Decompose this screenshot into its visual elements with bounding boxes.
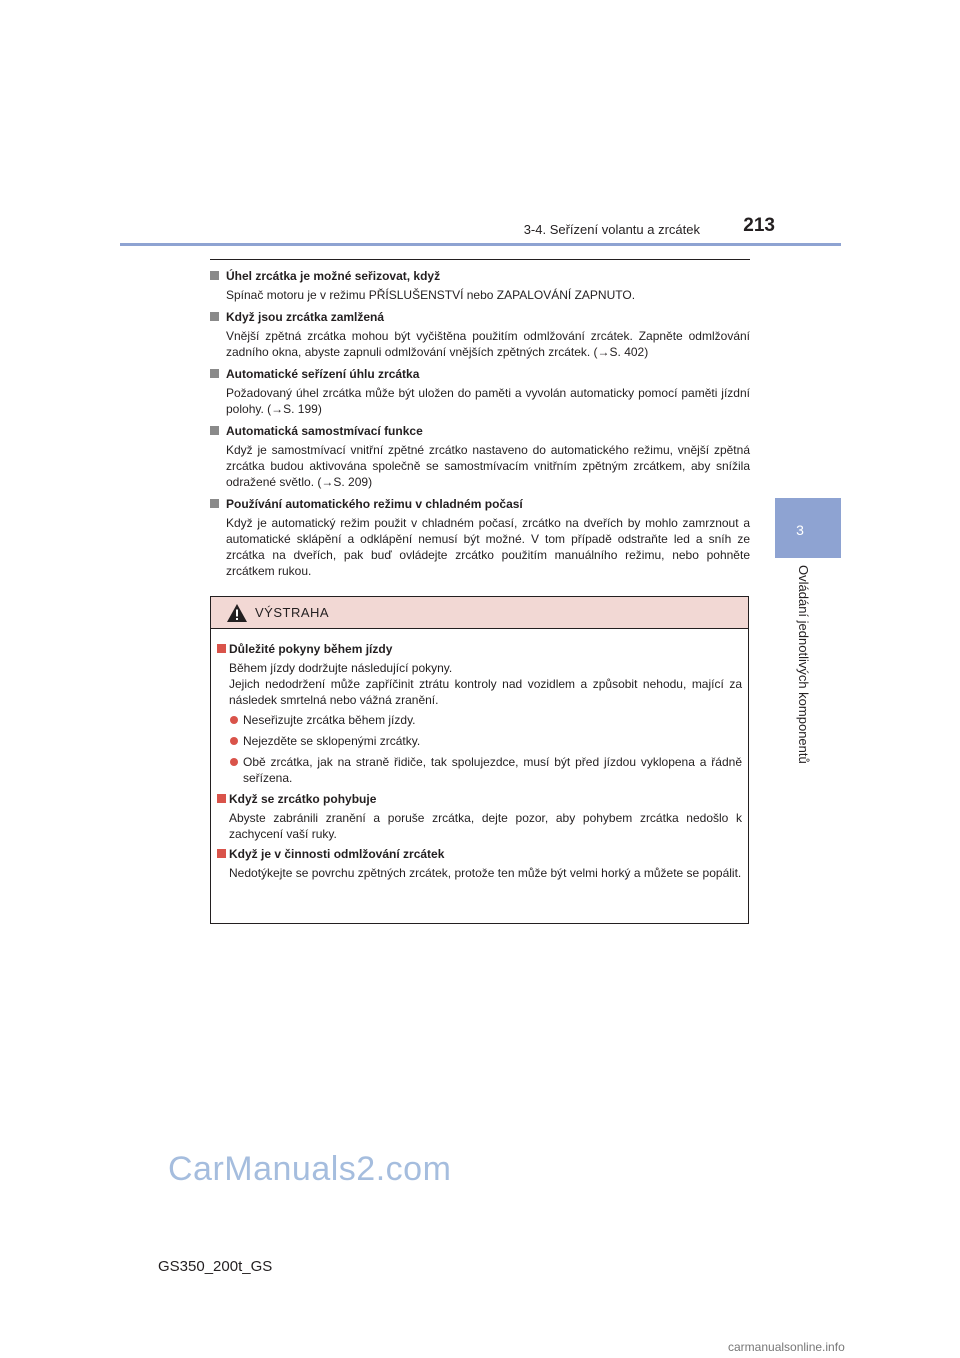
chapter-number: 3 [796,522,804,538]
page-number: 213 [743,215,775,236]
info-item [210,268,750,303]
warning-bullet-text: Nejezděte se sklopenými zrcátky. [243,734,421,748]
round-bullet-icon [230,758,238,766]
warning-section [217,641,742,786]
section-title: 3-4. Seřízení volantu a zrcátek [523,222,700,237]
round-bullet-icon [230,737,238,745]
info-item [210,496,750,579]
info-item [210,309,750,360]
warning-bullets [217,712,742,786]
content-rule [210,259,750,260]
square-bullet-icon [210,312,219,321]
square-bullet-icon [217,849,226,858]
footer-code: GS350_200t_GS [158,1258,273,1275]
square-bullet-icon [217,644,226,653]
watermark-text: carmanualsonline.info [728,1340,845,1354]
info-item [210,423,750,490]
info-item-text: Vnější zpětná zrcátka mohou být vyčištěna použitím odmlžování zrcátek. Zapněte odmlžování zadního okna, abyste zapnuli odmlžování vnějších zpětných zrcátek. (→S. 402) [226,329,750,359]
warning-bullet-text: Obě zrcátka, jak na straně řidiče, tak spolujezdce, musí být před jízdou vyklopena a řádně seřízena. [243,755,742,785]
info-item-title: Automatická samostmívací funkce [226,424,423,438]
info-item-text: Požadovaný úhel zrcátka může být uložen do paměti a vyvolán automaticky pomocí paměti jízdní polohy. (→S. 199) [226,386,750,416]
info-item-title: Automatické seřízení úhlu zrcátka [226,367,420,381]
square-bullet-icon [210,271,219,280]
square-bullet-icon [210,499,219,508]
warning-bullet [217,754,742,786]
chapter-tab [775,498,841,558]
header-rule [120,243,841,246]
warning-text: Nedotýkejte se povrchu zpětných zrcátek, protože ten může být velmi horký a můžete se popálit. [229,866,742,880]
warning-text: Abyste zabránili zranění a poruše zrcátka, dejte pozor, aby pohybem zrcátka nedošlo k zachycení vaší ruky. [229,811,742,841]
square-bullet-icon [217,794,226,803]
warning-text: Během jízdy dodržujte následující pokyny. [229,661,453,675]
warning-box [210,596,749,924]
info-item-text: Když je automatický režim použit v chladném počasí, zrcátko na dveřích by mohlo zamrznout a automatické sklápění a odklápění nemusí být možné. V tom případě odstraňte led a sníh ze zrcátka na dveřích, pak buď ovládejte zrcátko použitím manuálního režimu, nebo pohněte zrcátkem rukou. [226,516,750,578]
warning-section-title: Když je v činnosti odmlžování zrcátek [229,847,445,861]
warning-bullet [217,712,742,728]
info-item-title: Když jsou zrcátka zamlžená [226,310,385,324]
warning-triangle-icon [226,603,248,623]
warning-content [217,641,742,885]
info-item [210,366,750,417]
warning-header [211,597,748,629]
chapter-label: Ovládání jednotlivých komponentů [796,565,811,764]
info-item-title: Používání automatického režimu v chladném počasí [226,497,523,511]
warning-bullet [217,733,742,749]
info-item-title: Úhel zrcátka je možné seřizovat, když [226,269,441,283]
info-item-text: Spínač motoru je v režimu PŘÍSLUŠENSTVÍ nebo ZAPALOVÁNÍ ZAPNUTO. [226,288,636,302]
info-item-text: Když je samostmívací vnitřní zpětné zrcátko nastaveno do automatického režimu, vnější zpětná zrcátka budou aktivována společně se samostmívacím vnitřním zpětným zrcátkem, aby snížila odražené světlo. (→S. 209) [226,443,750,489]
square-bullet-icon [210,426,219,435]
warning-section [217,791,742,842]
warning-title: VÝSTRAHA [255,605,330,620]
warning-section [217,846,742,881]
warning-bullet-text: Neseřizujte zrcátka během jízdy. [243,713,416,727]
watermark-logo: CarManuals2.com [168,1150,452,1188]
round-bullet-icon [230,716,238,724]
warning-text: Jejich nedodržení může zapříčinit ztrátu kontroly nad vozidlem a způsobit nehodu, mající za následek smrtelná nebo vážná zranění. [229,677,742,707]
warning-section-title: Důležité pokyny během jízdy [229,642,393,656]
info-items [210,268,750,585]
square-bullet-icon [210,369,219,378]
warning-section-title: Když se zrcátko pohybuje [229,792,377,806]
